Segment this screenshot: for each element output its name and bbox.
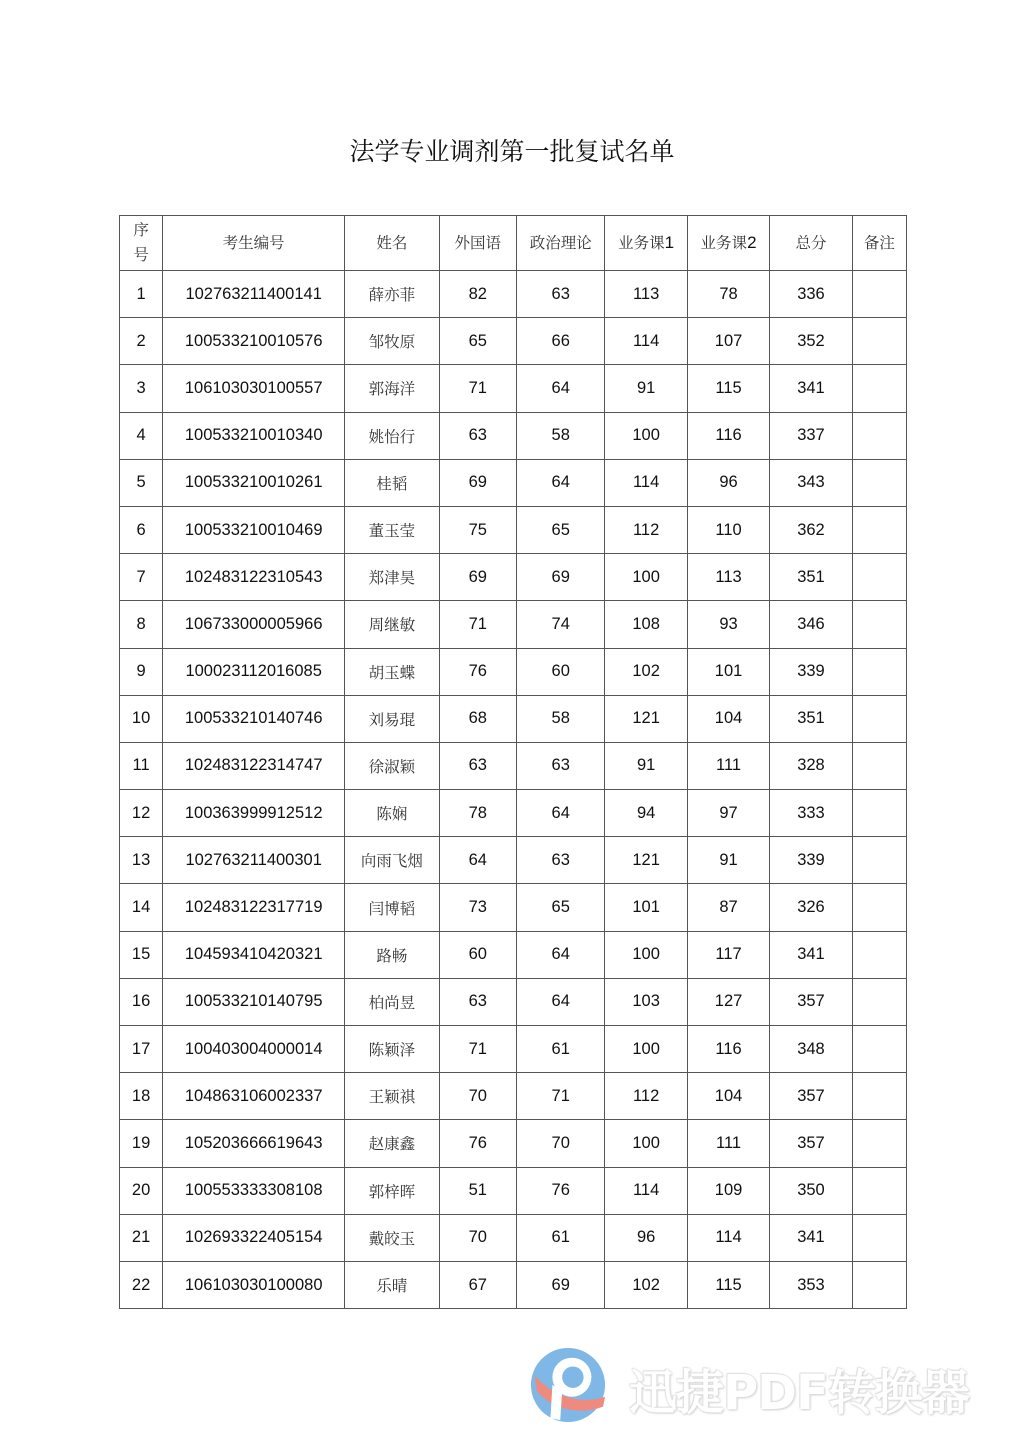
xunjie-pdf-logo-icon — [529, 1346, 607, 1424]
cell-foreign-language: 75 — [439, 506, 516, 553]
table-row — [120, 318, 907, 365]
header-course2-num: 2 — [747, 233, 757, 252]
table-row — [120, 271, 907, 318]
cell-seq: 13 — [120, 837, 163, 884]
cell-remarks — [852, 837, 906, 884]
cell-total: 362 — [770, 506, 852, 553]
header-course1-text: 业务课 — [618, 234, 665, 252]
cell-politics: 64 — [517, 978, 605, 1025]
cell-exam-id: 100533210140795 — [163, 978, 345, 1025]
cell-name: 郑津昊 — [345, 554, 439, 601]
cell-seq: 12 — [120, 790, 163, 837]
header-name: 姓名 — [345, 216, 439, 271]
cell-foreign-language: 64 — [439, 837, 516, 884]
cell-politics: 66 — [517, 318, 605, 365]
cell-exam-id: 102763211400141 — [163, 271, 345, 318]
cell-remarks — [852, 1120, 906, 1167]
cell-foreign-language: 73 — [439, 884, 516, 931]
cell-course1: 103 — [605, 978, 687, 1025]
cell-politics: 64 — [517, 790, 605, 837]
cell-course1: 100 — [605, 931, 687, 978]
cell-politics: 58 — [517, 412, 605, 459]
cell-seq: 5 — [120, 459, 163, 506]
cell-course2: 107 — [687, 318, 769, 365]
cell-total: 326 — [770, 884, 852, 931]
cell-foreign-language: 71 — [439, 365, 516, 412]
cell-seq: 16 — [120, 978, 163, 1025]
cell-name: 郭海洋 — [345, 365, 439, 412]
cell-name: 薛亦菲 — [345, 271, 439, 318]
cell-politics: 74 — [517, 601, 605, 648]
cell-politics: 58 — [517, 695, 605, 742]
cell-course2: 104 — [687, 695, 769, 742]
cell-seq: 4 — [120, 412, 163, 459]
cell-exam-id: 105203666619643 — [163, 1120, 345, 1167]
cell-course2: 104 — [687, 1073, 769, 1120]
table-row — [120, 365, 907, 412]
cell-exam-id: 100533210010340 — [163, 412, 345, 459]
cell-name: 王颖祺 — [345, 1073, 439, 1120]
cell-total: 348 — [770, 1026, 852, 1073]
cell-seq: 15 — [120, 931, 163, 978]
cell-remarks — [852, 695, 906, 742]
cell-exam-id: 100533210140746 — [163, 695, 345, 742]
cell-total: 337 — [770, 412, 852, 459]
cell-exam-id: 102483122310543 — [163, 554, 345, 601]
document-title: 法学专业调剂第一批复试名单 — [349, 137, 675, 166]
cell-remarks — [852, 978, 906, 1025]
table-row — [120, 790, 907, 837]
cell-foreign-language: 70 — [439, 1073, 516, 1120]
table-row — [120, 1026, 907, 1073]
cell-foreign-language: 63 — [439, 742, 516, 789]
cell-foreign-language: 63 — [439, 978, 516, 1025]
cell-exam-id: 104593410420321 — [163, 931, 345, 978]
cell-foreign-language: 69 — [439, 554, 516, 601]
cell-exam-id: 104863106002337 — [163, 1073, 345, 1120]
table-row — [120, 884, 907, 931]
cell-exam-id: 100023112016085 — [163, 648, 345, 695]
cell-foreign-language: 82 — [439, 271, 516, 318]
cell-total: 343 — [770, 459, 852, 506]
cell-course1: 114 — [605, 1167, 687, 1214]
cell-course2: 78 — [687, 271, 769, 318]
cell-course1: 100 — [605, 554, 687, 601]
cell-name: 戴皎玉 — [345, 1214, 439, 1261]
cell-name: 周继敏 — [345, 601, 439, 648]
cell-course1: 102 — [605, 648, 687, 695]
cell-remarks — [852, 601, 906, 648]
cell-remarks — [852, 1167, 906, 1214]
cell-course2: 111 — [687, 742, 769, 789]
cell-course2: 117 — [687, 931, 769, 978]
cell-remarks — [852, 271, 906, 318]
cell-course2: 115 — [687, 1261, 769, 1308]
table-row — [120, 648, 907, 695]
cell-course2: 110 — [687, 506, 769, 553]
retest-list-table — [119, 215, 907, 1309]
table-row — [120, 1073, 907, 1120]
cell-exam-id: 100533210010576 — [163, 318, 345, 365]
cell-foreign-language: 76 — [439, 1120, 516, 1167]
cell-exam-id: 102763211400301 — [163, 837, 345, 884]
cell-total: 350 — [770, 1167, 852, 1214]
cell-course1: 114 — [605, 459, 687, 506]
cell-name: 刘易琨 — [345, 695, 439, 742]
cell-course1: 101 — [605, 884, 687, 931]
table-row — [120, 1261, 907, 1308]
cell-seq: 19 — [120, 1120, 163, 1167]
cell-remarks — [852, 1073, 906, 1120]
cell-total: 336 — [770, 271, 852, 318]
cell-course2: 111 — [687, 1120, 769, 1167]
cell-foreign-language: 69 — [439, 459, 516, 506]
table-row — [120, 412, 907, 459]
cell-politics: 69 — [517, 1261, 605, 1308]
cell-seq: 7 — [120, 554, 163, 601]
cell-exam-id: 106733000005966 — [163, 601, 345, 648]
cell-exam-id: 100363999912512 — [163, 790, 345, 837]
cell-politics: 71 — [517, 1073, 605, 1120]
cell-seq: 20 — [120, 1167, 163, 1214]
cell-foreign-language: 70 — [439, 1214, 516, 1261]
cell-politics: 63 — [517, 742, 605, 789]
cell-seq: 21 — [120, 1214, 163, 1261]
cell-name: 胡玉蝶 — [345, 648, 439, 695]
cell-course2: 96 — [687, 459, 769, 506]
cell-foreign-language: 67 — [439, 1261, 516, 1308]
table-row — [120, 554, 907, 601]
cell-course1: 91 — [605, 365, 687, 412]
cell-exam-id: 106103030100557 — [163, 365, 345, 412]
cell-course2: 116 — [687, 1026, 769, 1073]
header-course2-text: 业务课 — [700, 234, 748, 252]
cell-name: 陈颖泽 — [345, 1026, 439, 1073]
table-row — [120, 978, 907, 1025]
cell-course1: 100 — [605, 1026, 687, 1073]
cell-politics: 65 — [517, 884, 605, 931]
cell-foreign-language: 71 — [439, 1026, 516, 1073]
cell-exam-id: 102693322405154 — [163, 1214, 345, 1261]
cell-foreign-language: 60 — [439, 931, 516, 978]
cell-remarks — [852, 1261, 906, 1308]
cell-politics: 61 — [517, 1214, 605, 1261]
cell-remarks — [852, 554, 906, 601]
cell-exam-id: 102483122314747 — [163, 742, 345, 789]
cell-course2: 87 — [687, 884, 769, 931]
header-seq-line2: 号 — [133, 246, 149, 264]
cell-remarks — [852, 648, 906, 695]
cell-total: 346 — [770, 601, 852, 648]
cell-remarks — [852, 931, 906, 978]
cell-name: 陈娴 — [345, 790, 439, 837]
table-row — [120, 695, 907, 742]
cell-foreign-language: 65 — [439, 318, 516, 365]
cell-course2: 91 — [687, 837, 769, 884]
cell-total: 351 — [770, 695, 852, 742]
header-course1-num: 1 — [664, 233, 675, 252]
cell-name: 董玉莹 — [345, 506, 439, 553]
cell-seq: 9 — [120, 648, 163, 695]
cell-politics: 64 — [517, 459, 605, 506]
cell-politics: 61 — [517, 1026, 605, 1073]
cell-total: 357 — [770, 1073, 852, 1120]
cell-course2: 97 — [687, 790, 769, 837]
cell-foreign-language: 68 — [439, 695, 516, 742]
cell-remarks — [852, 742, 906, 789]
cell-seq: 2 — [120, 318, 163, 365]
cell-name: 郭梓晖 — [345, 1167, 439, 1214]
cell-course1: 91 — [605, 742, 687, 789]
cell-politics: 65 — [517, 506, 605, 553]
cell-seq: 6 — [120, 506, 163, 553]
table-row — [120, 1214, 907, 1261]
cell-remarks — [852, 790, 906, 837]
cell-course2: 115 — [687, 365, 769, 412]
cell-foreign-language: 78 — [439, 790, 516, 837]
cell-politics: 76 — [517, 1167, 605, 1214]
table-row — [120, 1167, 907, 1214]
cell-remarks — [852, 1214, 906, 1261]
header-exam-id: 考生编号 — [163, 216, 345, 271]
cell-name: 邹牧原 — [345, 318, 439, 365]
cell-total: 352 — [770, 318, 852, 365]
table-row — [120, 601, 907, 648]
cell-course1: 112 — [605, 506, 687, 553]
cell-exam-id: 100553333308108 — [163, 1167, 345, 1214]
cell-politics: 63 — [517, 837, 605, 884]
cell-total: 328 — [770, 742, 852, 789]
cell-course2: 113 — [687, 554, 769, 601]
cell-politics: 64 — [517, 365, 605, 412]
cell-course1: 94 — [605, 790, 687, 837]
cell-foreign-language: 71 — [439, 601, 516, 648]
cell-remarks — [852, 365, 906, 412]
table-body — [120, 271, 907, 1309]
cell-course2: 109 — [687, 1167, 769, 1214]
cell-remarks — [852, 1026, 906, 1073]
cell-seq: 10 — [120, 695, 163, 742]
cell-exam-id: 100533210010261 — [163, 459, 345, 506]
cell-course1: 121 — [605, 695, 687, 742]
header-politics: 政治理论 — [517, 216, 605, 271]
cell-course2: 114 — [687, 1214, 769, 1261]
cell-seq: 22 — [120, 1261, 163, 1308]
cell-politics: 69 — [517, 554, 605, 601]
cell-course1: 114 — [605, 318, 687, 365]
table-row — [120, 506, 907, 553]
cell-course2: 127 — [687, 978, 769, 1025]
cell-seq: 18 — [120, 1073, 163, 1120]
cell-name: 向雨飞烟 — [345, 837, 439, 884]
cell-foreign-language: 76 — [439, 648, 516, 695]
header-course2 — [687, 216, 769, 271]
cell-remarks — [852, 459, 906, 506]
header-total: 总分 — [770, 216, 852, 271]
cell-course1: 113 — [605, 271, 687, 318]
header-foreign-language: 外国语 — [439, 216, 516, 271]
table-row — [120, 837, 907, 884]
cell-name: 路畅 — [345, 931, 439, 978]
cell-remarks — [852, 318, 906, 365]
cell-seq: 14 — [120, 884, 163, 931]
cell-total: 341 — [770, 365, 852, 412]
cell-remarks — [852, 412, 906, 459]
cell-remarks — [852, 884, 906, 931]
cell-seq: 3 — [120, 365, 163, 412]
header-remarks: 备注 — [852, 216, 906, 271]
cell-course1: 102 — [605, 1261, 687, 1308]
header-seq-line1: 序 — [133, 221, 149, 239]
cell-politics: 70 — [517, 1120, 605, 1167]
cell-course1: 96 — [605, 1214, 687, 1261]
cell-total: 333 — [770, 790, 852, 837]
cell-foreign-language: 51 — [439, 1167, 516, 1214]
cell-total: 341 — [770, 1214, 852, 1261]
table-row — [120, 931, 907, 978]
cell-politics: 64 — [517, 931, 605, 978]
cell-total: 339 — [770, 837, 852, 884]
cell-course2: 101 — [687, 648, 769, 695]
cell-course1: 121 — [605, 837, 687, 884]
cell-total: 351 — [770, 554, 852, 601]
cell-name: 姚怡行 — [345, 412, 439, 459]
cell-total: 353 — [770, 1261, 852, 1308]
cell-course1: 100 — [605, 1120, 687, 1167]
cell-exam-id: 102483122317719 — [163, 884, 345, 931]
watermark — [527, 1344, 997, 1428]
header-course1 — [605, 216, 687, 271]
cell-exam-id: 100533210010469 — [163, 506, 345, 553]
cell-exam-id: 100403004000014 — [163, 1026, 345, 1073]
cell-seq: 8 — [120, 601, 163, 648]
table-row — [120, 742, 907, 789]
cell-name: 桂韬 — [345, 459, 439, 506]
cell-name: 乐晴 — [345, 1261, 439, 1308]
cell-total: 339 — [770, 648, 852, 695]
cell-exam-id: 106103030100080 — [163, 1261, 345, 1308]
cell-course1: 112 — [605, 1073, 687, 1120]
header-seq — [120, 216, 163, 271]
cell-name: 闫博韬 — [345, 884, 439, 931]
cell-course2: 93 — [687, 601, 769, 648]
table-header-row — [120, 216, 907, 271]
cell-course1: 108 — [605, 601, 687, 648]
cell-seq: 11 — [120, 742, 163, 789]
cell-seq: 17 — [120, 1026, 163, 1073]
cell-name: 柏尚昱 — [345, 978, 439, 1025]
cell-remarks — [852, 506, 906, 553]
table-row — [120, 459, 907, 506]
cell-total: 341 — [770, 931, 852, 978]
cell-politics: 60 — [517, 648, 605, 695]
cell-name: 徐淑颖 — [345, 742, 439, 789]
watermark-text: 迅捷PDF转换器 — [629, 1365, 969, 1421]
cell-total: 357 — [770, 978, 852, 1025]
cell-politics: 63 — [517, 271, 605, 318]
cell-course1: 100 — [605, 412, 687, 459]
cell-total: 357 — [770, 1120, 852, 1167]
cell-name: 赵康鑫 — [345, 1120, 439, 1167]
cell-foreign-language: 63 — [439, 412, 516, 459]
cell-course2: 116 — [687, 412, 769, 459]
cell-seq: 1 — [120, 271, 163, 318]
table-row — [120, 1120, 907, 1167]
